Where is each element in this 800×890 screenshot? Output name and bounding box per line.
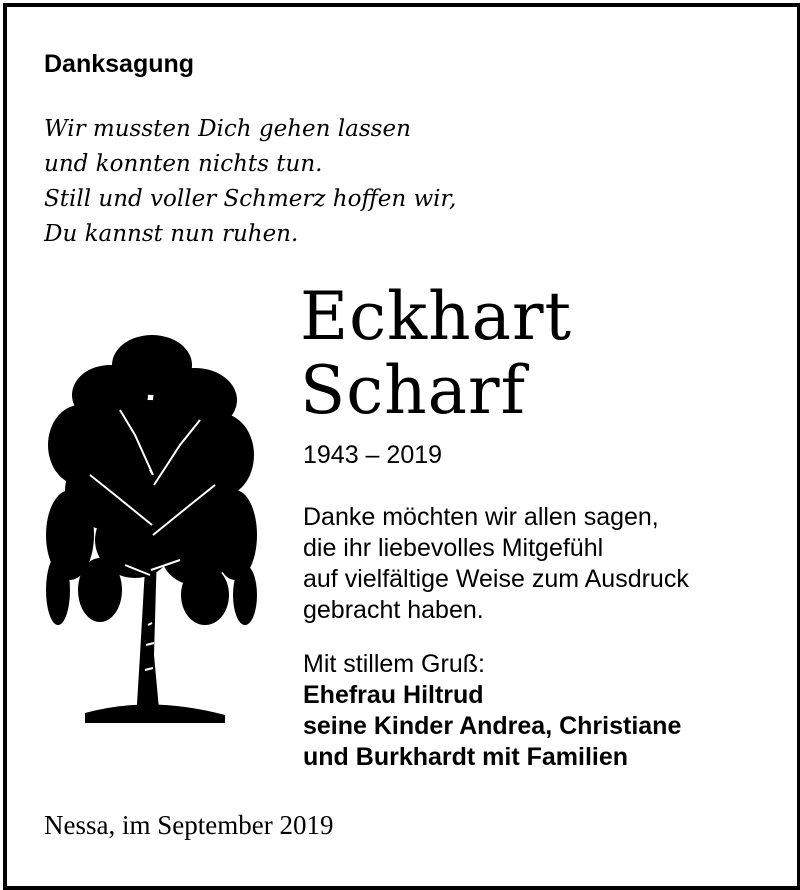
birch-tree-icon — [40, 325, 260, 725]
poem-line: Du kannst nun ruhen. — [44, 221, 299, 247]
signatory-line: und Burkhardt mit Familien — [303, 743, 629, 771]
poem-line: und konnten nichts tun. — [44, 151, 323, 177]
thanks-line: die ihr liebevolles Mitgefühl — [303, 534, 604, 562]
last-name: Scharf — [300, 352, 527, 429]
thanks-line: Danke möchten wir allen sagen, — [303, 503, 659, 531]
thanks-line: gebracht haben. — [303, 596, 484, 624]
heading: Danksagung — [44, 50, 195, 78]
signatory-line: seine Kinder Andrea, Christiane — [303, 712, 682, 740]
poem-line: Wir mussten Dich gehen lassen — [44, 116, 411, 142]
poem-line: Still und voller Schmerz hoffen wir, — [44, 186, 457, 212]
thanks-line: auf vielfältige Weise zum Ausdruck — [303, 565, 689, 593]
signatory-line: Ehefrau Hiltrud — [303, 681, 484, 709]
poem — [44, 112, 456, 252]
deceased-name — [300, 280, 572, 428]
thanks-text — [303, 502, 689, 626]
closing — [303, 649, 681, 773]
first-name: Eckhart — [300, 278, 573, 355]
greeting: Mit stillem Gruß: — [303, 650, 485, 678]
life-dates: 1943 – 2019 — [303, 441, 443, 469]
place-date: Nessa, im September 2019 — [44, 810, 334, 840]
